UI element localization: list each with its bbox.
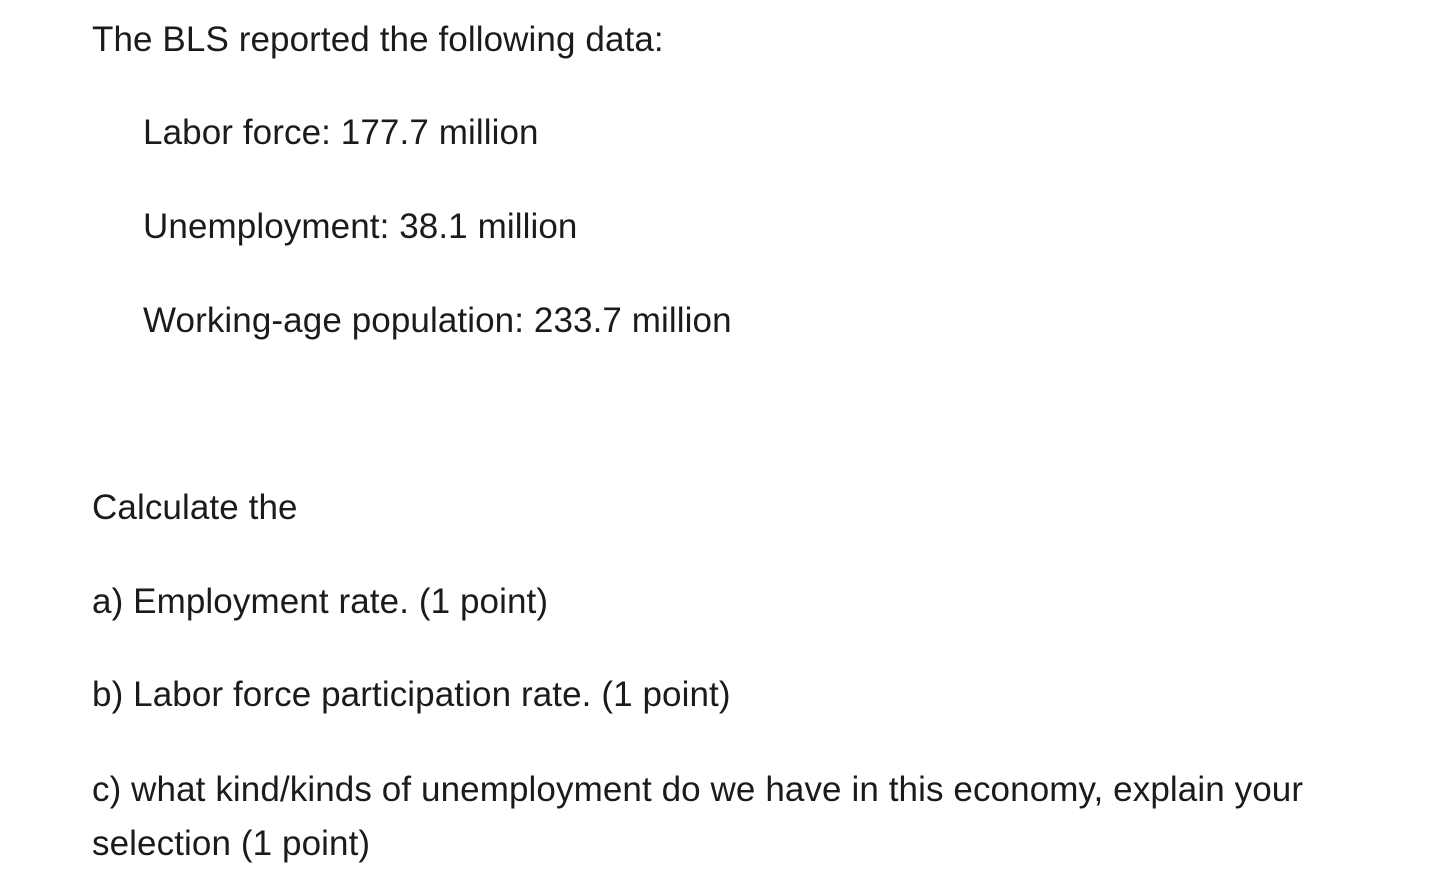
data-item-labor-force: Labor force: 177.7 million (143, 113, 539, 152)
question-a: a) Employment rate. (1 point) (92, 582, 549, 621)
question-b: b) Labor force participation rate. (1 point) (92, 675, 731, 714)
calculate-prompt: Calculate the (92, 488, 298, 527)
data-item-unemployment: Unemployment: 38.1 million (143, 207, 578, 246)
question-c: c) what kind/kinds of unemployment do we have in this economy, explain your selection (1 point) (92, 770, 1304, 863)
data-item-working-age-population: Working-age population: 233.7 million (143, 301, 732, 340)
intro-text: The BLS reported the following data: (92, 20, 664, 59)
